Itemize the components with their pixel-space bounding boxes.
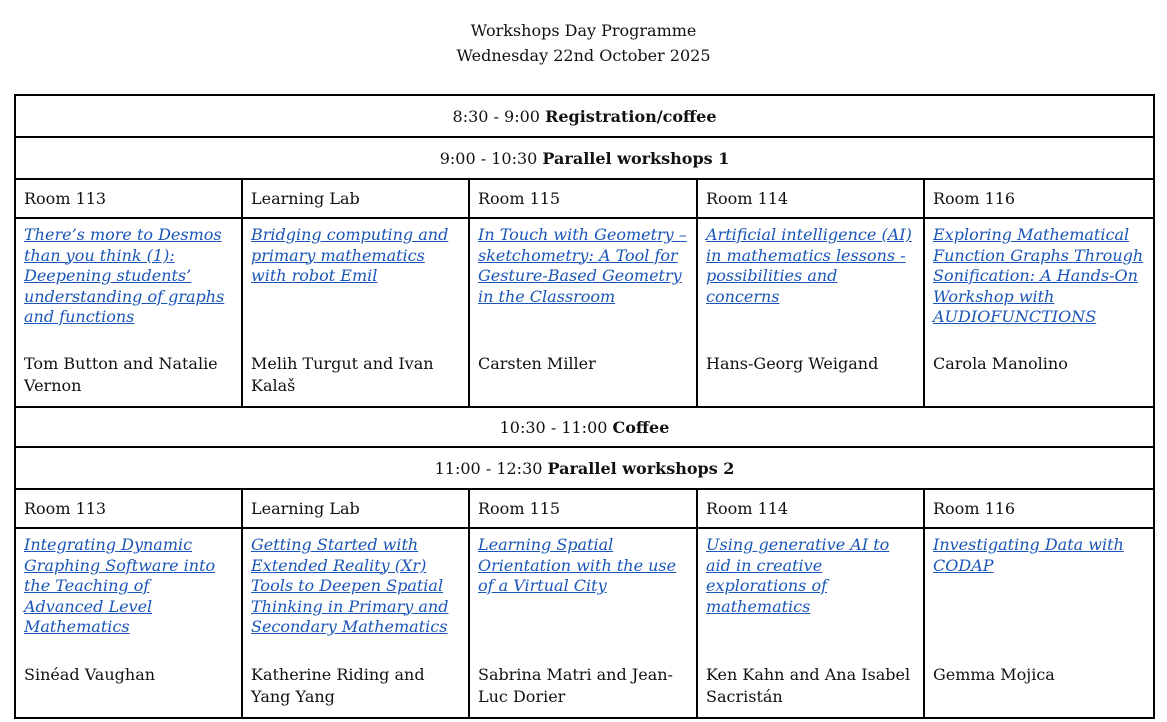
workshop-link[interactable]: Artificial intelligence (AI) in mathematics lessons - possibilities and concerns (706, 225, 912, 306)
parallel2-label: Parallel workshops 2 (547, 458, 735, 478)
workshop-link[interactable]: Bridging computing and primary mathematics with robot Emil (251, 225, 449, 285)
workshop-speakers: Hans-Georg Weigand (706, 354, 879, 373)
rooms-row-2 (15, 489, 1154, 528)
registration-time: 8:30 - 9:00 (452, 106, 540, 126)
workshop-link[interactable]: Investigating Data with CODAP (933, 535, 1124, 575)
session-cell (15, 218, 242, 407)
room-header: Learning Lab (242, 489, 469, 528)
parallel2-time: 11:00 - 12:30 (434, 458, 543, 478)
room-header: Room 115 (469, 179, 697, 218)
coffee-label: Coffee (612, 417, 670, 437)
session-row-1 (15, 218, 1154, 407)
page-title: Workshops Day Programme (470, 21, 697, 40)
room-header: Room 113 (15, 489, 242, 528)
coffee-cell (15, 407, 1154, 447)
workshop-link[interactable]: Getting Started with Extended Reality (Xr) Tools to Deepen Spatial Thinking in Primary and Secondary Mathematics (251, 535, 449, 636)
workshop-speakers: Ken Kahn and Ana Isabel Sacristán (706, 665, 911, 706)
workshop-link[interactable]: Using generative AI to aid in creative explorations of mathematics (706, 535, 890, 616)
workshop-speakers: Tom Button and Natalie Vernon (24, 354, 218, 395)
workshop-speakers: Carola Manolino (933, 354, 1068, 373)
room-header: Room 116 (924, 489, 1154, 528)
registration-row (15, 95, 1154, 137)
session-cell (469, 218, 697, 407)
workshop-link[interactable]: There’s more to Desmos than you think (1): Deepening students’ understanding of graphs and functions (24, 225, 225, 326)
workshop-speakers: Katherine Riding and Yang Yang (251, 665, 425, 706)
workshop-speakers: Sabrina Matri and Jean-Luc Dorier (478, 665, 673, 706)
workshop-link[interactable]: In Touch with Geometry – sketchometry: A Tool for Gesture-Based Geometry in the Classroom (478, 225, 687, 306)
room-header: Room 113 (15, 179, 242, 218)
session-cell (924, 528, 1154, 718)
room-header: Room 114 (697, 489, 924, 528)
workshop-link[interactable]: Integrating Dynamic Graphing Software into the Teaching of Advanced Level Mathematics (24, 535, 216, 636)
room-header: Learning Lab (242, 179, 469, 218)
workshop-speakers: Gemma Mojica (933, 665, 1055, 684)
session-cell (469, 528, 697, 718)
workshop-speakers: Sinéad Vaughan (24, 665, 156, 684)
session-cell (697, 218, 924, 407)
programme-table (14, 94, 1155, 719)
session-cell (924, 218, 1154, 407)
room-header: Room 114 (697, 179, 924, 218)
workshop-speakers: Carsten Miller (478, 354, 596, 373)
session-cell (242, 218, 469, 407)
rooms-row-1 (15, 179, 1154, 218)
parallel1-label: Parallel workshops 1 (542, 148, 730, 168)
workshop-link[interactable]: Exploring Mathematical Function Graphs Through Sonification: A Hands-On Workshop with AUDIOFUNCTIONS (933, 225, 1144, 326)
parallel1-cell (15, 137, 1154, 179)
parallel1-row (15, 137, 1154, 179)
workshop-link[interactable]: Learning Spatial Orientation with the use of a Virtual City (478, 535, 677, 595)
session-cell (15, 528, 242, 718)
parallel2-cell (15, 447, 1154, 489)
parallel2-row (15, 447, 1154, 489)
workshop-speakers: Melih Turgut and Ivan Kalaš (251, 354, 434, 395)
page-header (0, 18, 1167, 68)
coffee-row (15, 407, 1154, 447)
registration-cell (15, 95, 1154, 137)
session-cell (697, 528, 924, 718)
parallel1-time: 9:00 - 10:30 (439, 148, 538, 168)
session-cell (242, 528, 469, 718)
room-header: Room 115 (469, 489, 697, 528)
page-date: Wednesday 22nd October 2025 (456, 46, 711, 65)
coffee-time: 10:30 - 11:00 (499, 417, 608, 437)
session-row-2 (15, 528, 1154, 718)
registration-label: Registration/coffee (545, 106, 717, 126)
room-header: Room 116 (924, 179, 1154, 218)
